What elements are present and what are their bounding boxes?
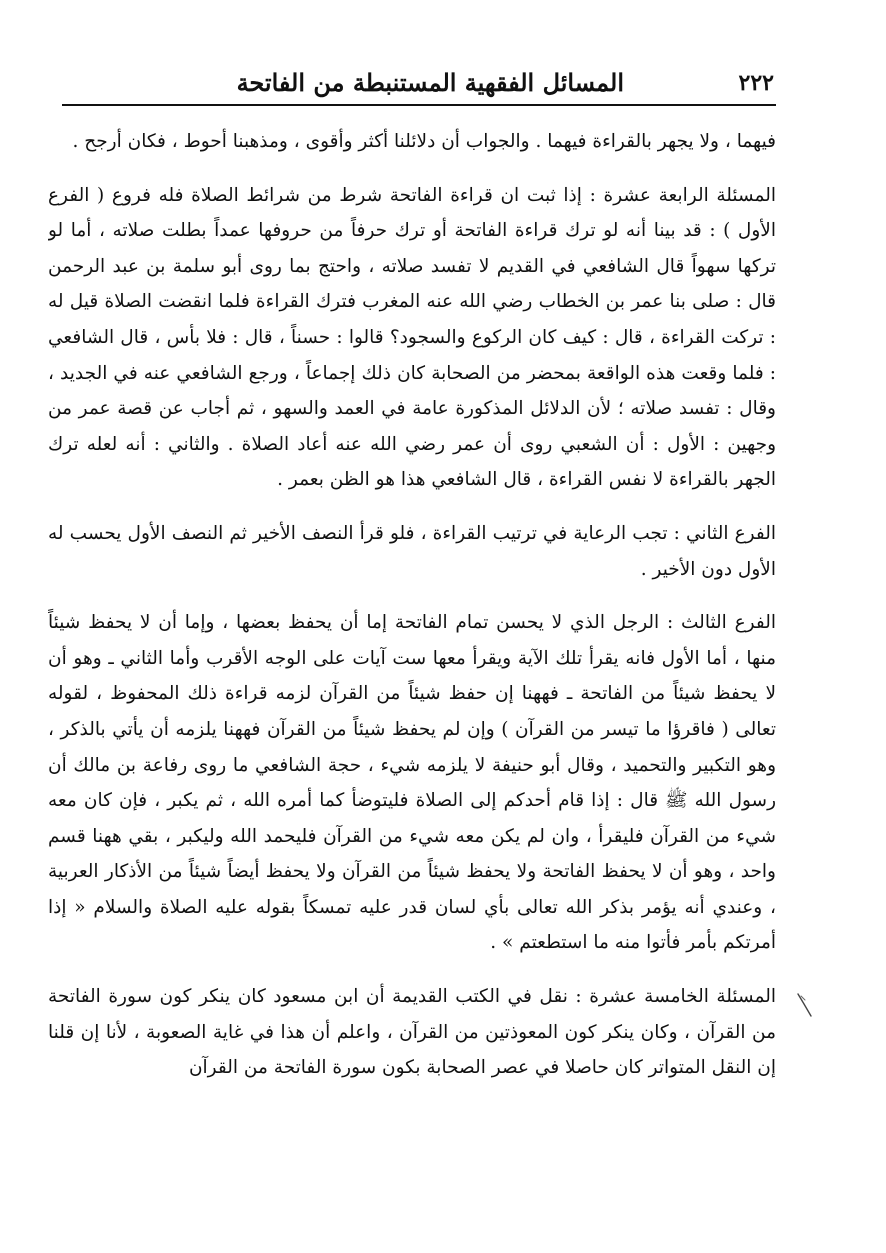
paragraph-2: المسئلة الرابعة عشرة : إذا ثبت ان قراءة الفاتحة شرط من شرائط الصلاة فله فروع ( الفرع الأول ) : قد بينا أنه لو ترك قراءة الفاتحة أو ترك حرفاً من حروفها عمداً بطلت صلاته ، أما لو تركها سهواً قال الشافعي في القديم لا تفسد صلاته ، واحتج بما روى أبو سلمة بن عبد الرحمن قال : صلى بنا عمر بن الخطاب رضي الله عنه المغرب فترك القراءة فلما انقضت الصلاة قيل له : تركت القراءة ، قال : كيف كان الركوع والسجود؟ قالوا : حسناً ، قال : فلا بأس ، قال الشافعي : فلما وقعت هذه الواقعة بمحضر من الصحابة كان ذلك إجماعاً ، ورجع الشافعي عنه في الجديد ، وقال : تفسد صلاته ؛ لأن الدلائل المذكورة عامة في العمد والسهو ، ثم أجاب عن قصة عمر من وجهين : الأول : أن الشعبي روى أن عمر رضي الله عنه أعاد الصلاة . والثاني : أنه لعله ترك الجهر بالقراءة لا نفس القراءة ، قال الشافعي هذا هو الظن بعمر .	[48, 184, 776, 491]
header-rule	[62, 104, 776, 106]
paragraph-4: الفرع الثالث : الرجل الذي لا يحسن تمام الفاتحة إما أن يحفظ بعضها ، وإما أن لا يحفظ شيئاً منها ، أما الأول فانه يقرأ تلك الآية ويقرأ معها ست آيات على الوجه الأقرب وأما الثاني ـ وهو أن لا يحفظ شيئاً من الفاتحة ـ فههنا إن حفظ شيئاً من القرآن لزمه قراءة ذلك المحفوظ ، لقوله تعالى ( فاقرؤا ما تيسر من القرآن ) وإن لم يحفظ شيئاً من القرآن فههنا يلزمه أن يأتي بالذكر ، وهو التكبير والتحميد ، وقال أبو حنيفة لا يلزمه شيء ، حجة الشافعي ما روى رفاعة بن مالك أن رسول الله ﷺ قال : إذا قام أحدكم إلى الصلاة فليتوضأ كما أمره الله ، ثم يكبر ، فإن كان معه شيء من القرآن فليقرأ ، وان لم يكن معه شيء من القرآن فليحمد الله وليكبر ، بقي ههنا قسم واحد ، وهو أن لا يحفظ الفاتحة ولا يحفظ شيئاً من القرآن ولا يحفظ أيضاً شيئاً من الأذكار العربية ، وعندي أنه يؤمر بذكر الله تعالى بأي لسان قدر عليه تمسكاً بقوله عليه الصلاة والسلام « إذا أمرتكم بأمر فأتوا منه ما استطعتم » .	[48, 612, 776, 954]
margin-mark	[796, 992, 814, 1018]
paragraph-5: المسئلة الخامسة عشرة : نقل في الكتب القديمة أن ابن مسعود كان ينكر كون سورة الفاتحة من القرآن ، وكان ينكر كون المعوذتين من القرآن ، واعلم أن هذا في غاية الصعوبة ، لأنا إن قلنا إن النقل المتواتر كان حاصلا في عصر الصحابة بكون سورة الفاتحة من القرآن	[48, 986, 776, 1079]
page-number: ٢٢٢	[738, 70, 774, 96]
page-header	[62, 62, 774, 102]
running-title: المسائل الفقهية المستنبطة من الفاتحة	[236, 68, 624, 97]
paragraph-1: فيهما ، ولا يجهر بالقراءة فيهما . والجواب أن دلائلنا أكثر وأقوى ، ومذهبنا أحوط ، فكان أرجح .	[72, 131, 776, 152]
body-text	[48, 124, 776, 1174]
paragraph-3: الفرع الثاني : تجب الرعاية في ترتيب القراءة ، فلو قرأ النصف الأخير ثم النصف الأول يحسب له الأول دون الأخير .	[48, 522, 776, 580]
